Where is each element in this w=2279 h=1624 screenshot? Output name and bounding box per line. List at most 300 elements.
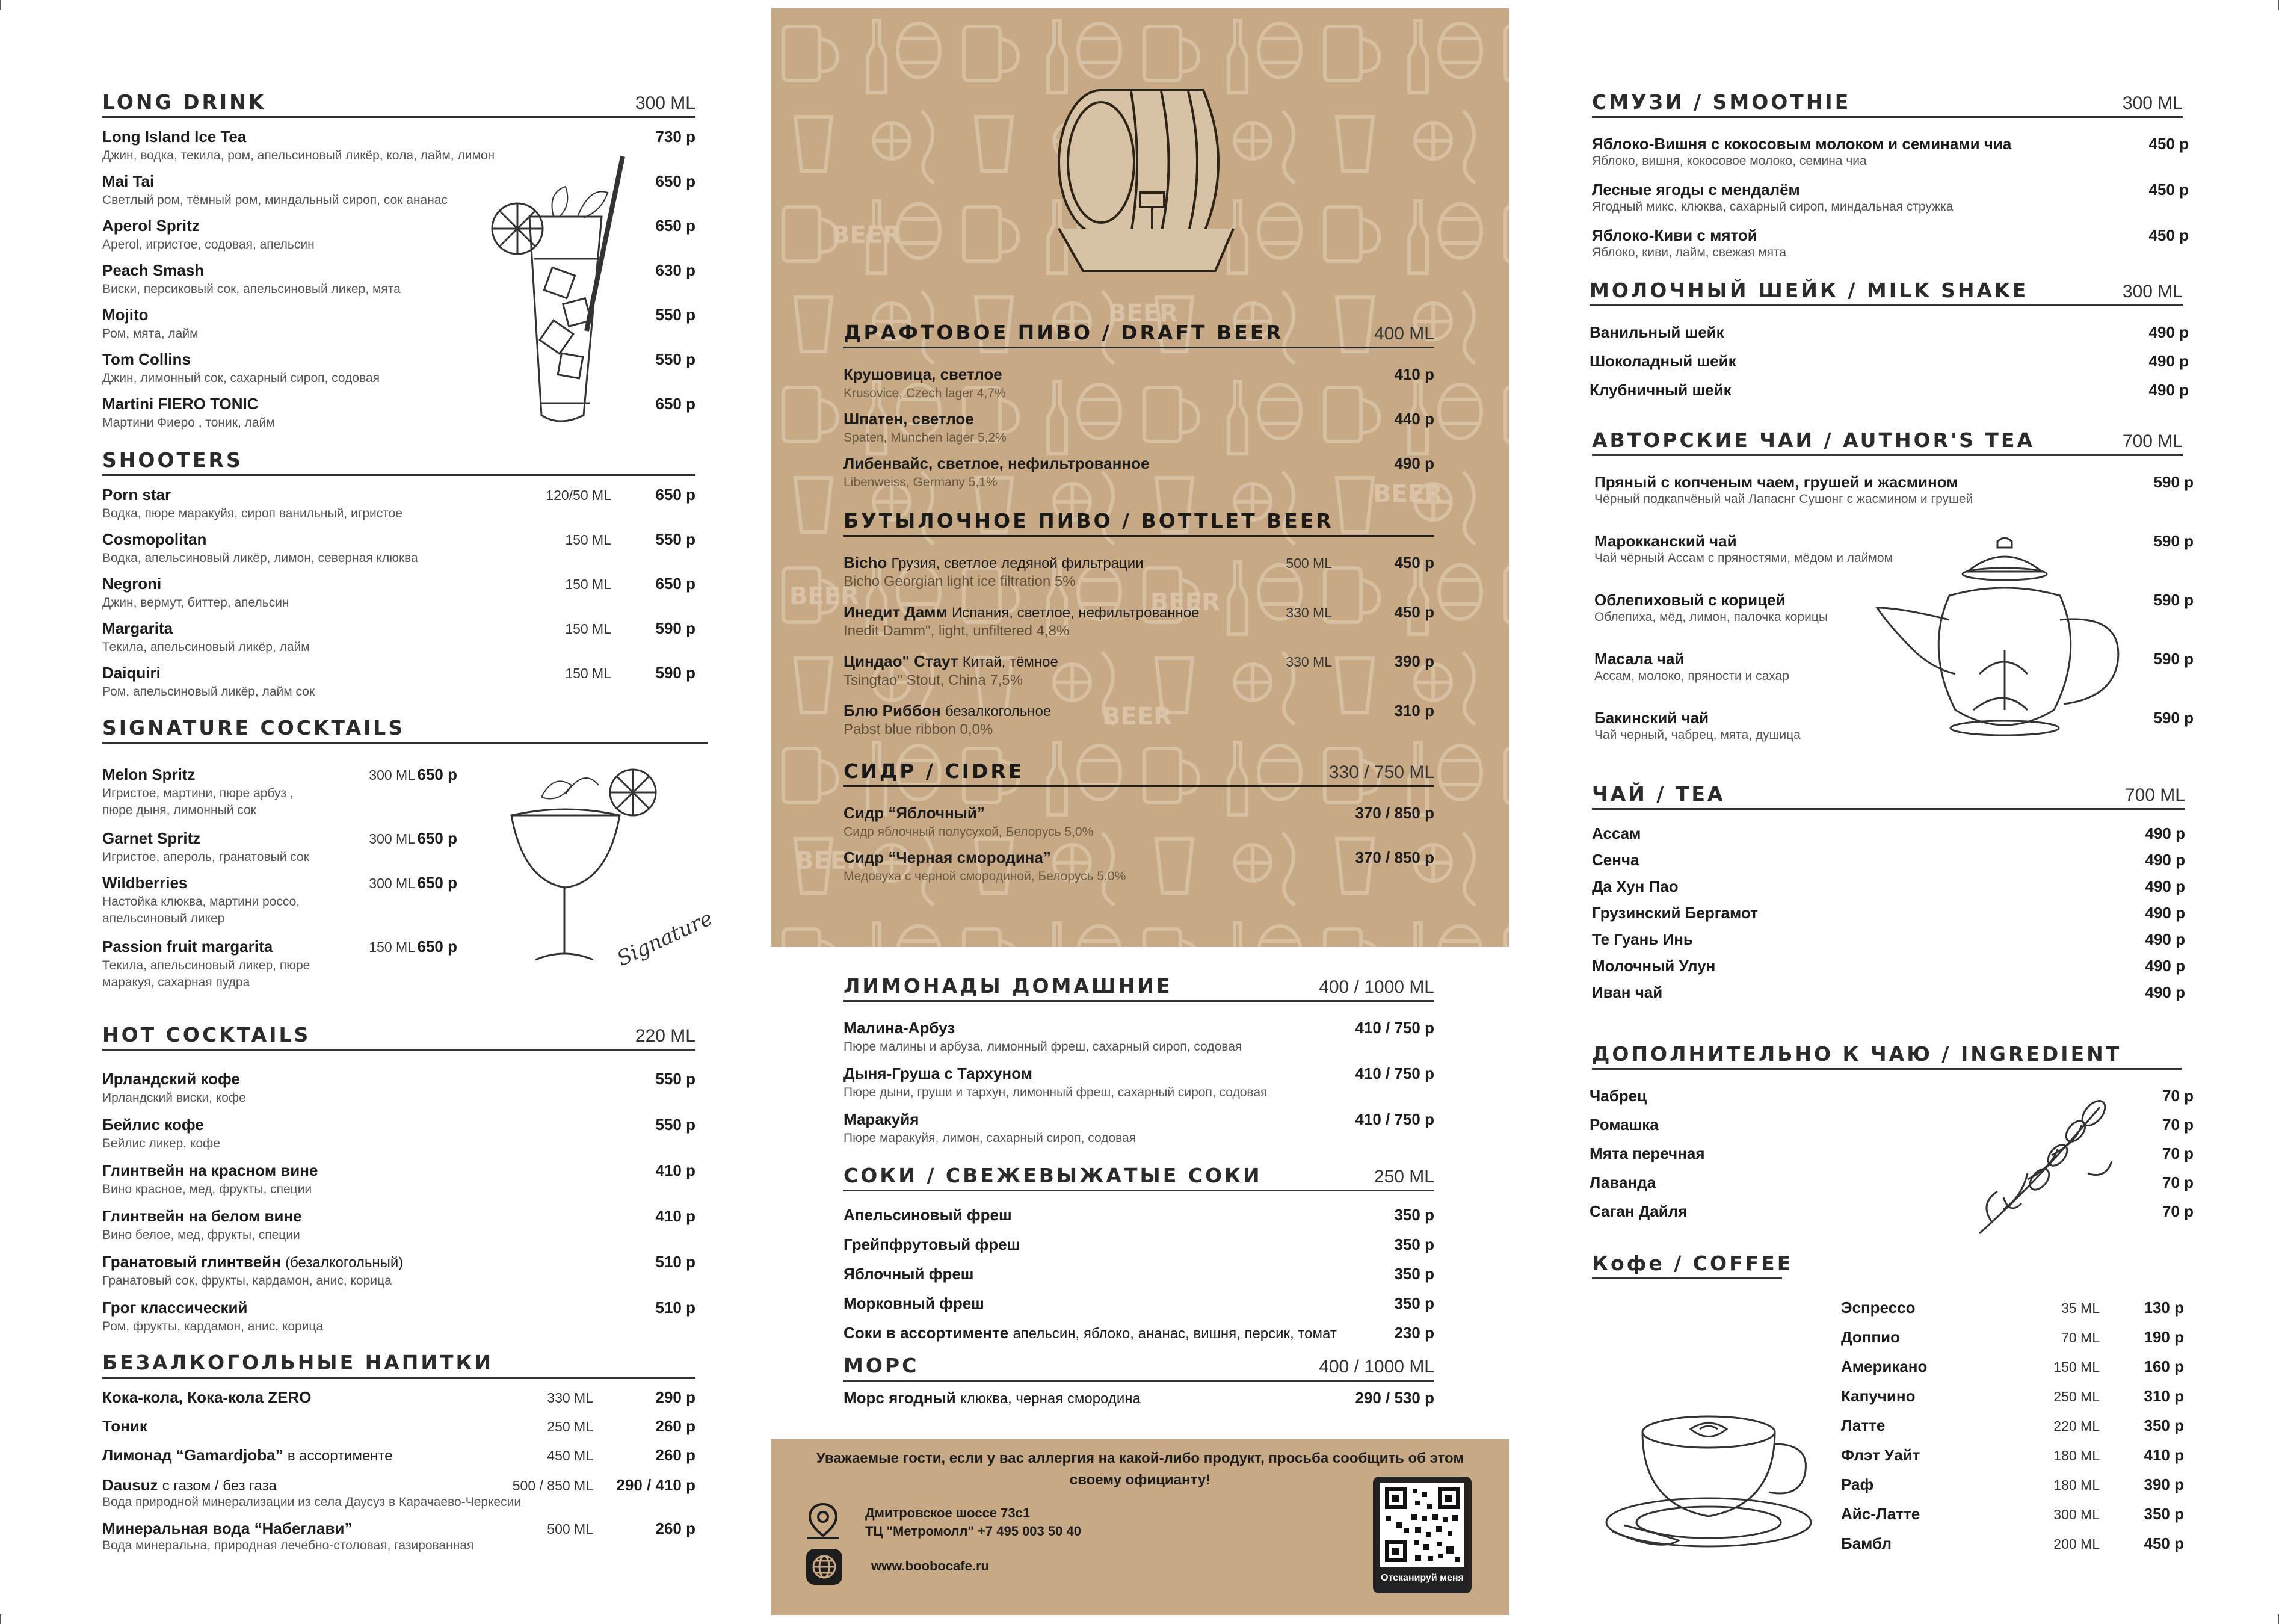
item-price: 650 р xyxy=(655,486,695,504)
item-name: Melon Spritz xyxy=(102,765,196,783)
item-description: Гранатовый сок, фрукты, кардамон, анис, корица xyxy=(102,1274,392,1288)
item-description: Вино красное, мед, фрукты, специи xyxy=(102,1182,312,1196)
qr-caption: Отсканируй меня xyxy=(1381,1573,1464,1583)
section-volume: 300 ML xyxy=(2122,282,2183,301)
item-description: Медовуха с черной смородиной, Белорусь 5,0% xyxy=(843,869,1126,883)
item-price: 490 р xyxy=(2145,983,2185,1001)
item-price: 550 р xyxy=(655,1116,695,1134)
item-volume: 250 ML xyxy=(2053,1389,2100,1404)
pattern-word: BEER xyxy=(1102,703,1172,730)
section-title: HOT COCKTAILS xyxy=(102,1023,311,1046)
item-note: в ассортименте xyxy=(287,1448,393,1464)
item-price: 310 р xyxy=(2144,1387,2184,1405)
item-name: Dausuz с газом / без газа xyxy=(102,1476,277,1494)
item-name: Апельсиновый фреш xyxy=(843,1206,1012,1224)
section-header xyxy=(1592,1252,1793,1279)
item-description: Джин, вермут, биттер, апельсин xyxy=(102,596,289,610)
section-volume: 400 ML xyxy=(1374,324,1434,344)
item-name: Porn star xyxy=(102,486,171,504)
item-description: Светлый ром, тёмный ром, миндальный сироп, сок ананас xyxy=(102,193,448,207)
section-title: БЕЗАЛКОГОЛЬНЫЕ НАПИТКИ xyxy=(102,1351,494,1374)
section-title: SIGNATURE COCKTAILS xyxy=(102,716,406,739)
item-volume: 35 ML xyxy=(2061,1300,2100,1316)
globe-icon[interactable] xyxy=(805,1548,843,1586)
section-title: МОРС xyxy=(843,1354,919,1377)
item-description: Pabst blue ribbon 0,0% xyxy=(843,721,993,738)
item-description: Krusovice, Czech lager 4,7% xyxy=(843,386,1006,400)
signature-script: Signature xyxy=(613,906,717,972)
section-volume: 250 ML xyxy=(1374,1167,1434,1187)
section-title: Кофе / COFFEE xyxy=(1592,1252,1793,1275)
item-price: 450 р xyxy=(2148,226,2189,244)
item-name: Шоколадный шейк xyxy=(1590,352,1736,370)
item-price: 650 р xyxy=(655,172,695,190)
item-volume: 500 ML xyxy=(1286,555,1332,571)
item-description: Libenweiss, Germany 5,1% xyxy=(843,475,998,489)
section-header xyxy=(843,1354,1434,1382)
item-price: 730 р xyxy=(655,128,695,146)
item-price: 410 / 750 р xyxy=(1355,1019,1434,1037)
item-description: Bicho Georgian light ice filtration 5% xyxy=(843,573,1076,590)
item-note: апельсин, яблоко, ананас, вишня, персик, томат xyxy=(1013,1326,1337,1342)
item-description: Водка, апельсиновый ликёр, лимон, северная клюква xyxy=(102,551,418,565)
section-header xyxy=(843,1162,1434,1191)
item-name: Американо xyxy=(1841,1357,1928,1375)
item-name: Дыня-Груша с Тархуном xyxy=(843,1064,1032,1082)
item-volume: 150 ML xyxy=(565,665,611,681)
item-price: 70 р xyxy=(2162,1116,2194,1134)
section-author-tea xyxy=(1592,428,2194,742)
item-price: 550 р xyxy=(655,306,695,324)
item-description: Ром, фрукты, кардамон, анис, корица xyxy=(102,1320,324,1333)
item-description-line2: апельсиновый ликер xyxy=(102,912,225,925)
item-description: Ирландский виски, кофе xyxy=(102,1091,246,1105)
item-name: Wildberries xyxy=(102,874,188,892)
section-header xyxy=(843,317,1434,348)
item-description: Водка, пюре маракуйя, сироп ванильный, игристое xyxy=(102,507,403,520)
item-price: 410 р xyxy=(655,1207,695,1225)
section-title: БУТЫЛОЧНОЕ ПИВО / BOTTLET BEER xyxy=(843,509,1334,533)
website-link[interactable]: www.boobocafe.ru xyxy=(871,1558,989,1573)
item-price: 70 р xyxy=(2162,1144,2194,1162)
item-name: Лимонад “Gamardjoba” в ассортименте xyxy=(102,1446,393,1464)
item-price: 450 р xyxy=(2144,1534,2184,1552)
item-description: Ягодный микс, клюква, сахарный сироп, миндальная стружка xyxy=(1592,200,1954,214)
item-name: Сидр “Черная смородина” xyxy=(843,848,1051,866)
item-name: Марокканский чай xyxy=(1594,532,1737,550)
item-name: Грейпфрутовый фреш xyxy=(843,1235,1020,1253)
item-volume: 500 ML xyxy=(547,1521,593,1537)
item-price: 550 р xyxy=(655,1070,695,1088)
section-title: АВТОРСКИЕ ЧАИ / AUTHOR'S TEA xyxy=(1592,428,2035,452)
section-header xyxy=(1590,279,2183,306)
item-volume: 250 ML xyxy=(547,1419,593,1434)
item-price: 490 р xyxy=(2145,930,2185,948)
item-price: 260 р xyxy=(655,1446,695,1464)
item-name: Ромашка xyxy=(1590,1116,1659,1134)
item-name: Циндао" Стаут Китай, тёмное xyxy=(843,652,1058,670)
item-name: Яблоко-Вишня с кокосовым молоком и семинами чиа xyxy=(1592,135,2012,153)
item-description-line2: маракуя, сахарная пудра xyxy=(102,975,250,989)
section-tea xyxy=(1592,782,2185,1001)
item-volume: 150 ML xyxy=(2053,1359,2100,1375)
section-milkshake xyxy=(1590,279,2189,399)
item-name: Cosmopolitan xyxy=(102,530,207,548)
item-price: 230 р xyxy=(1394,1324,1434,1342)
item-price: 350 р xyxy=(1394,1206,1434,1224)
item-name: Грузинский Бергамот xyxy=(1592,904,1758,922)
item-volume: 330 ML xyxy=(1286,605,1332,620)
item-note: (безалкогольный) xyxy=(285,1255,404,1271)
item-note: безалкогольное xyxy=(945,703,1052,720)
item-name: Бамбл xyxy=(1841,1534,1892,1552)
item-description: Чай чёрный Ассам с пряностями, мёдом и лаймом xyxy=(1594,551,1893,565)
section-header xyxy=(1592,428,2183,456)
item-price: 490 р xyxy=(2145,877,2185,895)
item-price: 450 р xyxy=(2148,181,2189,199)
item-name: Бакинский чай xyxy=(1594,709,1709,727)
item-description: Джин, лимонный сок, сахарный сироп, содовая xyxy=(102,371,380,385)
section-juices xyxy=(843,1162,1434,1342)
item-price: 590 р xyxy=(2153,532,2194,550)
item-price: 260 р xyxy=(655,1519,695,1537)
section-title: МОЛОЧНЫЙ ШЕЙК / MILK SHAKE xyxy=(1590,279,2029,302)
section-title: SHOOTERS xyxy=(102,448,243,472)
item-description: Spaten, Munchen lager 5,2% xyxy=(843,431,1007,445)
item-name: Ирландский кофе xyxy=(102,1070,240,1088)
item-name: Пряный с копченым чаем, грушей и жасмином xyxy=(1594,473,1958,491)
item-volume: 150 ML xyxy=(565,621,611,637)
item-name: Те Гуань Инь xyxy=(1592,930,1693,948)
item-note: Испания, светлое, нефильтрованное xyxy=(951,605,1200,621)
item-price: 450 р xyxy=(1394,554,1434,572)
item-name: Кока-кола, Кока-кола ZERO xyxy=(102,1388,312,1406)
item-description: Inedit Damm", light, unfiltered 4,8% xyxy=(843,623,1070,639)
item-price: 590 р xyxy=(655,619,695,637)
section-title: СМУЗИ / SMOOTHIE xyxy=(1592,90,1851,114)
item-price: 630 р xyxy=(655,261,695,279)
item-price: 510 р xyxy=(655,1298,695,1317)
item-description: Aperol, игристое, содовая, апельсин xyxy=(102,238,315,252)
item-name: Лаванда xyxy=(1590,1173,1656,1191)
item-name: Маракуйя xyxy=(843,1110,919,1128)
item-description: Ром, мята, лайм xyxy=(102,327,199,341)
item-name: Масала чай xyxy=(1594,650,1685,668)
section-bottle-beer xyxy=(843,505,1434,738)
item-name: Margarita xyxy=(102,619,173,637)
section-title: ДОПОЛНИТЕЛЬНО К ЧАЮ / INGREDIENT xyxy=(1592,1042,2122,1066)
item-name: Флэт Уайт xyxy=(1841,1446,1920,1464)
item-description: Текила, апельсиновый ликер, пюре xyxy=(102,959,310,972)
item-price: 290 р xyxy=(655,1388,695,1406)
item-name: Инедит Дамм Испания, светлое, нефильтрованное xyxy=(843,603,1200,621)
item-price: 490 р xyxy=(2148,352,2189,370)
item-price: 490 р xyxy=(2145,851,2185,869)
item-description: Пюре малины и арбуза, лимонный фреш, сахарный сироп, содовая xyxy=(843,1040,1242,1054)
item-name: Сидр “Яблочный” xyxy=(843,804,985,822)
item-price: 190 р xyxy=(2144,1328,2184,1346)
item-description: Игристое, апероль, гранатовый сок xyxy=(102,850,309,864)
item-description: Чай черный, чабрец, мята, душица xyxy=(1594,728,1801,742)
item-name: Айс-Латте xyxy=(1841,1505,1920,1523)
cocktail-glass-illustration xyxy=(481,150,638,433)
item-description: Джин, водка, текила, ром, апельсиновый ликёр, кола, лайм, лимон xyxy=(102,149,495,162)
item-price: 410 р xyxy=(2144,1446,2184,1464)
item-price: 490 р xyxy=(1394,454,1434,472)
herb-sprig-illustration xyxy=(1967,1089,2124,1246)
item-description: Вода минеральна, природная лечебно-столовая, газированная xyxy=(102,1539,474,1552)
section-long-drink xyxy=(102,90,695,430)
item-note: Грузия, светлое ледяной фильтрации xyxy=(891,555,1144,572)
item-price: 590 р xyxy=(2153,650,2194,668)
item-name: Ассам xyxy=(1592,824,1641,842)
pattern-word: BEER xyxy=(1150,588,1220,616)
item-name: Иван чай xyxy=(1592,983,1663,1001)
item-volume: 150 ML xyxy=(565,576,611,592)
item-description: Tsingtao" Stout, China 7,5% xyxy=(843,672,1023,688)
section-volume: 400 / 1000 ML xyxy=(1319,1357,1434,1377)
qr-code xyxy=(1380,1483,1464,1567)
item-price: 410 р xyxy=(655,1161,695,1179)
address-line-2: ТЦ "Метромолл" +7 495 003 50 40 xyxy=(865,1524,1081,1539)
section-mors xyxy=(843,1354,1434,1407)
item-price: 350 р xyxy=(2144,1416,2184,1434)
item-description: Ром, апельсиновый ликёр, лайм сок xyxy=(102,685,315,699)
section-lemonades xyxy=(843,973,1434,1145)
pattern-word: BEER xyxy=(1373,480,1443,508)
item-description: Сидр яблочный полусухой, Белорусь 5,0% xyxy=(843,825,1094,839)
item-price: 130 р xyxy=(2144,1298,2184,1317)
item-description-line2: пюре дыня, лимонный сок xyxy=(102,803,256,817)
item-price: 390 р xyxy=(1394,652,1434,670)
item-price: 290 / 410 р xyxy=(616,1476,695,1494)
item-price: 160 р xyxy=(2144,1357,2184,1375)
item-name: Эспрессо xyxy=(1841,1298,1916,1317)
item-volume: 200 ML xyxy=(2053,1536,2100,1552)
item-note: с газом / без газа xyxy=(162,1478,277,1494)
pattern-word: BEER xyxy=(789,582,859,610)
item-name: Peach Smash xyxy=(102,261,205,279)
item-name: Bicho Грузия, светлое ледяной фильтрации xyxy=(843,554,1144,572)
item-price: 310 р xyxy=(1394,702,1434,720)
section-volume: 700 ML xyxy=(2122,431,2183,451)
item-volume: 150 ML xyxy=(369,939,415,955)
crop-mark xyxy=(0,1614,1,1624)
section-header xyxy=(102,1023,695,1051)
section-volume: 330 / 750 ML xyxy=(1328,762,1434,782)
item-name: Чабрец xyxy=(1590,1087,1647,1105)
item-price: 490 р xyxy=(2148,323,2189,341)
item-price: 350 р xyxy=(1394,1294,1434,1312)
item-name: Глинтвейн на белом вине xyxy=(102,1207,302,1225)
item-name: Гранатовый глинтвейн (безалкогольный) xyxy=(102,1253,404,1271)
section-ingredient xyxy=(1590,1042,2194,1220)
item-name: Ванильный шейк xyxy=(1590,323,1724,341)
section-shooters xyxy=(102,448,695,699)
section-volume: 700 ML xyxy=(2124,785,2185,805)
item-name: Мята перечная xyxy=(1590,1144,1705,1162)
item-name: Морковный фреш xyxy=(843,1294,984,1312)
section-title: ЛИМОНАДЫ ДОМАШНИЕ xyxy=(843,974,1173,998)
info-panel xyxy=(771,1439,1509,1615)
item-price: 650 р xyxy=(655,575,695,593)
item-price: 70 р xyxy=(2162,1087,2194,1105)
item-price: 650 р xyxy=(417,829,457,847)
item-price: 390 р xyxy=(2144,1475,2184,1493)
item-name: Раф xyxy=(1841,1475,1874,1493)
section-coffee xyxy=(1592,1252,2184,1552)
item-description: Вода природной минерализации из села Даусуз в Карачаево-Черкесии xyxy=(102,1495,522,1509)
item-price: 510 р xyxy=(655,1253,695,1271)
item-name: Martini FIERO TONIC xyxy=(102,395,259,413)
item-price: 350 р xyxy=(1394,1235,1434,1253)
item-volume: 300 ML xyxy=(369,875,415,891)
item-volume: 300 ML xyxy=(369,767,415,783)
item-price: 370 / 850 р xyxy=(1355,848,1434,866)
item-name: Aperol Spritz xyxy=(102,217,200,235)
section-header xyxy=(843,505,1434,537)
pattern-word: BEER xyxy=(831,221,901,249)
item-name: Тоник xyxy=(102,1417,147,1435)
section-signature-cocktails xyxy=(102,716,708,989)
pattern-word: BEER xyxy=(795,847,865,875)
item-price: 490 р xyxy=(2148,381,2189,399)
item-volume: 120/50 ML xyxy=(546,487,611,503)
item-name: Бейлис кофе xyxy=(102,1116,204,1134)
item-name: Доппио xyxy=(1841,1328,1900,1346)
section-header xyxy=(102,716,708,744)
item-price: 350 р xyxy=(1394,1265,1434,1283)
item-price: 410 / 750 р xyxy=(1355,1110,1434,1128)
item-name: Да Хун Пао xyxy=(1592,877,1679,895)
item-name: Морс ягодный клюква, черная смородина xyxy=(843,1389,1141,1407)
pattern-word: BEER xyxy=(1108,300,1178,327)
item-name: Малина-Арбуз xyxy=(843,1019,955,1037)
item-price: 290 / 530 р xyxy=(1355,1389,1434,1407)
item-name: Глинтвейн на красном вине xyxy=(102,1161,318,1179)
item-name: Яблочный фреш xyxy=(843,1265,974,1283)
item-description: Облепиха, мёд, лимон, палочка корицы xyxy=(1594,610,1828,624)
item-price: 590 р xyxy=(2153,591,2194,609)
item-name: Латте xyxy=(1841,1416,1886,1434)
item-description: Пюре дыни, груши и тархун, лимонный фреш, сахарный сироп, содовая xyxy=(843,1085,1268,1099)
location-pin-icon xyxy=(805,1501,841,1542)
item-name: Клубничный шейк xyxy=(1590,381,1732,399)
item-price: 650 р xyxy=(417,937,457,956)
item-description: Бейлис ликер, кофе xyxy=(102,1137,221,1150)
item-description: Ассам, молоко, пряности и сахар xyxy=(1594,669,1789,683)
item-volume: 70 ML xyxy=(2061,1330,2100,1345)
item-note: клюква, черная смородина xyxy=(960,1391,1141,1407)
item-description: Игристое, мартини, пюре арбуз , xyxy=(102,786,294,800)
item-name: Саган Дайля xyxy=(1590,1202,1688,1220)
item-name: Шпатен, светлое xyxy=(843,410,974,428)
section-header xyxy=(102,448,695,476)
item-price: 450 р xyxy=(2148,135,2189,153)
beer-barrel-illustration xyxy=(1023,48,1263,289)
item-price: 590 р xyxy=(2153,473,2194,491)
item-name: Tom Collins xyxy=(102,350,191,368)
item-price: 370 / 850 р xyxy=(1355,804,1434,822)
item-description: Яблоко, вишня, кокосовое молоко, семина чиа xyxy=(1592,154,1867,168)
item-volume: 450 ML xyxy=(547,1448,593,1463)
item-description: Яблоко, киви, лайм, свежая мята xyxy=(1592,245,1787,259)
section-title: СИДР / CIDRE xyxy=(843,759,1025,783)
item-price: 70 р xyxy=(2162,1173,2194,1191)
section-header xyxy=(102,90,695,118)
section-volume: 220 ML xyxy=(635,1026,695,1046)
item-volume: 300 ML xyxy=(369,831,415,847)
item-name: Яблоко-Киви с мятой xyxy=(1592,226,1757,244)
coffee-cup-illustration xyxy=(1588,1402,1829,1558)
section-smoothie xyxy=(1592,90,2189,259)
item-description: Мартини Фиеро , тоник, лайм xyxy=(102,416,275,430)
item-volume: 150 ML xyxy=(565,532,611,548)
item-name: Лесные ягоды с мендалём xyxy=(1592,181,1800,199)
section-soft-drinks xyxy=(102,1351,695,1552)
section-title: ЧАЙ / TEA xyxy=(1592,782,1725,806)
address-line-1: Дмитровское шоссе 73с1 xyxy=(865,1505,1031,1521)
item-name: Соки в ассортименте апельсин, яблоко, ананас, вишня, персик, томат xyxy=(843,1324,1337,1342)
item-description: Настойка клюква, мартини россо, xyxy=(102,895,300,909)
item-description: Вино белое, мед, фрукты, специи xyxy=(102,1228,300,1242)
item-price: 590 р xyxy=(2153,709,2194,727)
section-volume: 300 ML xyxy=(2122,93,2183,113)
section-header xyxy=(843,756,1434,787)
teapot-illustration xyxy=(1865,529,2142,758)
item-price: 410 / 750 р xyxy=(1355,1064,1434,1082)
item-price: 490 р xyxy=(2145,824,2185,842)
item-description: Текила, апельсиновый ликёр, лайм xyxy=(102,640,310,654)
item-price: 650 р xyxy=(655,395,695,413)
item-price: 490 р xyxy=(2145,904,2185,922)
section-volume: 400 / 1000 ML xyxy=(1319,977,1434,997)
qr-code-block[interactable] xyxy=(1373,1477,1472,1593)
item-price: 650 р xyxy=(655,217,695,235)
section-header xyxy=(102,1351,695,1379)
item-volume: 330 ML xyxy=(1286,654,1332,670)
section-draft-beer xyxy=(843,317,1434,489)
item-volume: 180 ML xyxy=(2053,1477,2100,1493)
item-name: Garnet Spritz xyxy=(102,829,201,847)
item-price: 450 р xyxy=(1394,603,1434,621)
item-name: Крушовица, светлое xyxy=(843,365,1002,383)
item-name: Daiquiri xyxy=(102,664,161,682)
item-name: Грог классический xyxy=(102,1298,248,1317)
section-header xyxy=(1592,782,2185,810)
item-price: 650 р xyxy=(417,874,457,892)
item-description: Виски, персиковый сок, апельсиновый ликер, мята xyxy=(102,282,401,296)
crop-mark xyxy=(0,0,1,10)
item-price: 260 р xyxy=(655,1417,695,1435)
item-price: 650 р xyxy=(417,765,457,783)
item-volume: 220 ML xyxy=(2053,1418,2100,1434)
item-volume: 500 / 850 ML xyxy=(512,1478,593,1493)
allergy-notice: Уважаемые гости, если у вас аллергия на какой-либо продукт, просьба сообщить об этом своему официанту! xyxy=(816,1450,1464,1488)
item-name: Mai Tai xyxy=(102,172,155,190)
section-title: ДРАФТОВОЕ ПИВО / DRAFT BEER xyxy=(843,321,1284,344)
item-name: Passion fruit margarita xyxy=(102,937,273,956)
section-hot-cocktails xyxy=(102,1023,695,1333)
item-note: Китай, тёмное xyxy=(962,654,1058,670)
section-title: LONG DRINK xyxy=(102,90,267,114)
item-price: 70 р xyxy=(2162,1202,2194,1220)
item-description: Пюре маракуйя, лимон, сахарный сироп, содовая xyxy=(843,1131,1136,1145)
section-header xyxy=(1592,1042,2182,1070)
item-volume: 330 ML xyxy=(547,1390,593,1406)
item-name: Молочный Улун xyxy=(1592,957,1716,975)
item-price: 490 р xyxy=(2145,957,2185,975)
